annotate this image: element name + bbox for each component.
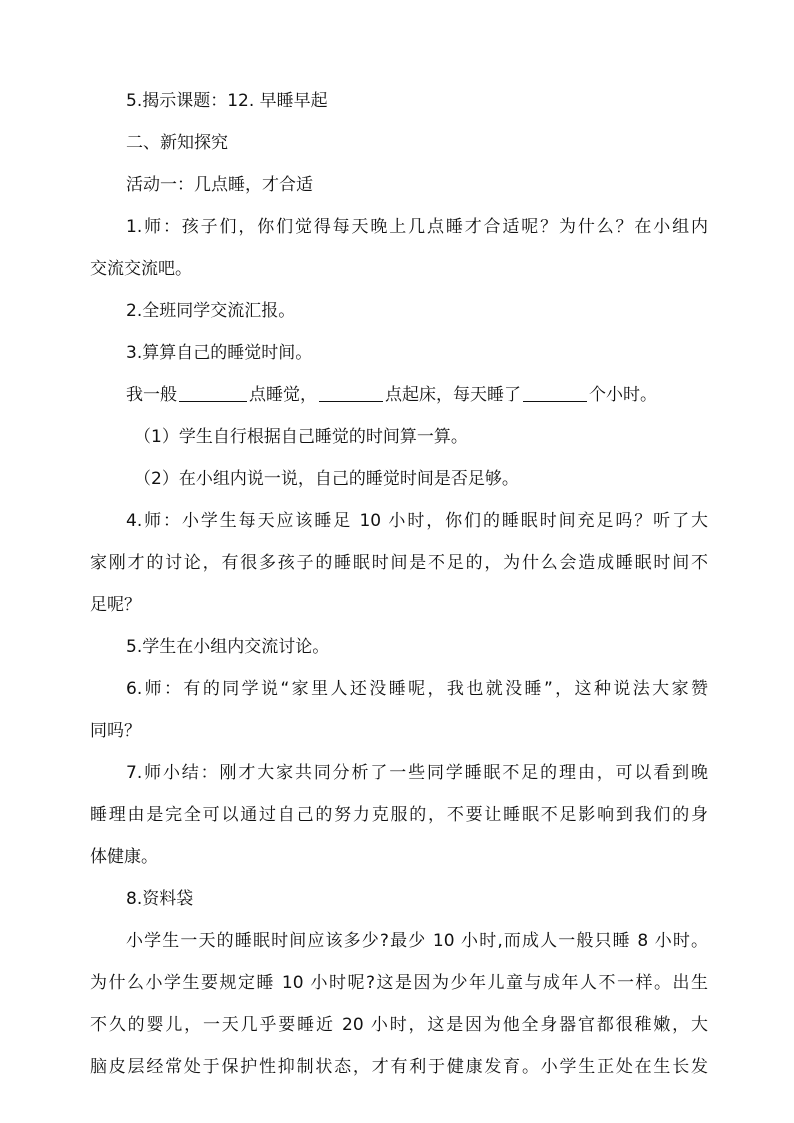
paragraph-line: 体健康。 [90, 847, 158, 867]
blank-text-part: 点睡觉， [249, 385, 317, 405]
blank-underline [523, 383, 587, 402]
paragraph-line: 小学生一天的睡眠时间应该多少?最少 10 小时,而成人一般只睡 8 小时。 [126, 931, 708, 951]
paragraph-line: 3.算算自己的睡觉时间。 [126, 343, 313, 363]
paragraph-line: 为什么小学生要规定睡 10 小时呢?这是因为少年儿童与成年人不一样。出生 [90, 973, 708, 993]
paragraph-line: 2.全班同学交流汇报。 [126, 301, 296, 321]
section-heading: 二、新知探究 [126, 133, 228, 153]
paragraph-line: 6.师：有的同学说“家里人还没睡呢，我也就没睡”，这种说法大家赞 [126, 679, 708, 699]
paragraph-line: 不久的婴儿，一天几乎要睡近 20 小时，这是因为他全身器官都很稚嫩，大 [90, 1015, 708, 1035]
paragraph-line: 5.学生在小组内交流讨论。 [126, 637, 330, 657]
paragraph-line: 脑皮层经常处于保护性抑制状态，才有利于健康发育。小学生正处在生长发 [90, 1057, 708, 1077]
blank-underline [319, 383, 383, 402]
blank-text-part: 点起床，每天睡了 [385, 385, 521, 405]
paragraph-line: 1.师：孩子们，你们觉得每天晚上几点睡才合适呢？为什么？在小组内 [126, 217, 708, 237]
paragraph-line: 4.师：小学生每天应该睡足 10 小时，你们的睡眠时间充足吗？听了大 [126, 511, 708, 531]
paragraph-line: （2）在小组内说一说，自己的睡觉时间是否足够。 [134, 469, 519, 489]
blank-underline [179, 383, 247, 402]
paragraph-line: 5.揭示课题：12. 早睡早起 [126, 91, 328, 111]
paragraph-line: 7.师小结：刚才大家共同分析了一些同学睡眠不足的理由，可以看到晚 [126, 763, 708, 783]
paragraph-line: 同吗？ [90, 721, 141, 741]
paragraph-line: 交流交流吧。 [90, 259, 192, 279]
paragraph-line: （1）学生自行根据自己睡觉的时间算一算。 [134, 427, 468, 447]
activity-heading: 活动一：几点睡，才合适 [126, 175, 313, 195]
resource-heading: 8.资料袋 [126, 889, 194, 909]
paragraph-line: 足呢？ [90, 595, 141, 615]
blank-text-part: 个小时。 [589, 385, 657, 405]
paragraph-line: 家刚才的讨论，有很多孩子的睡眠时间是不足的，为什么会造成睡眠时间不 [90, 553, 708, 573]
blank-text-part: 我一般 [126, 385, 177, 405]
fill-in-blank-line [90, 374, 708, 416]
paragraph-line: 睡理由是完全可以通过自己的努力克服的，不要让睡眠不足影响到我们的身 [90, 805, 708, 825]
document-body [90, 80, 708, 1088]
